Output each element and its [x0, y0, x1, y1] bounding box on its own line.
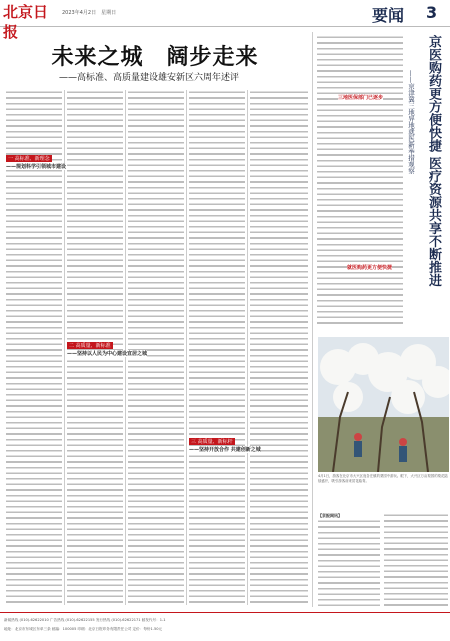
bottom-article-col-1 [318, 519, 380, 607]
article-column-3 [128, 90, 184, 605]
section-name: 要闻 [372, 6, 405, 25]
footer [0, 612, 450, 641]
bottom-article-col-2 [384, 513, 448, 607]
right-article-body [317, 35, 403, 325]
photo-caption: 4月1日，游客在北京市大兴区庞各庄镇的梨园中游玩。眼下，大兴区万亩梨园的梨花陆续盛开，吸引游客前来赏花踏青。 [318, 474, 448, 483]
article-column-4 [189, 90, 245, 605]
right-headline: 京医购药更方便快捷 医疗资源共享不断推进 [426, 35, 441, 287]
footer-line-1: 新闻热线 (010)-62622010 广告热线 (010)-62622155 发行热线 (010)-62622171 邮发代号：1-1 [4, 618, 166, 622]
newspaper-logo: 北京日报 [3, 3, 49, 41]
page-number: 3 [426, 3, 438, 22]
section-subtitle-3: ——坚持开放合作 共建创新之城 [189, 447, 261, 453]
section-subtitle-1: ——规划科学引领城市建设 [6, 164, 67, 170]
masthead [0, 0, 450, 41]
section-head-2: 二 高质量、新标准 [69, 343, 111, 349]
footer-line-2: 地址：北京市东城区东单三条 邮编：100005 印刷：北京日报印务有限责任公司 定价：每份1.50元 [4, 627, 163, 631]
main-headline: 未来之城 阔步走来 [51, 45, 259, 70]
column-rule [312, 32, 313, 607]
pear-blossom-photo [318, 337, 449, 472]
bottom-article-lead: 【京报网讯】 [318, 513, 342, 518]
bottom-right-article [318, 513, 448, 607]
column-rule [247, 90, 248, 605]
section-head-1: 一 高标准、新理念 [8, 156, 50, 162]
right-subheadline: ——京津冀三地异地就医新举措观察 [407, 70, 415, 174]
column-rule [186, 90, 187, 605]
news-photo [318, 337, 449, 472]
main-subheadline: ——高标准、高质量建设雄安新区六周年述评 [58, 73, 239, 83]
section-head-3: 三 高质量、新标杆 [191, 439, 233, 445]
section-subtitle-2: ——坚持以人民为中心建设宜居之城 [67, 351, 148, 357]
column-rule [125, 90, 126, 605]
article-column-5 [250, 90, 308, 605]
right-subhead-2: 就医购药更方便快捷 [347, 265, 393, 271]
right-subhead-1: 三地医保部门已逐步 [338, 95, 384, 101]
issue-date: 2023年4月2日 星期日 [62, 10, 117, 16]
